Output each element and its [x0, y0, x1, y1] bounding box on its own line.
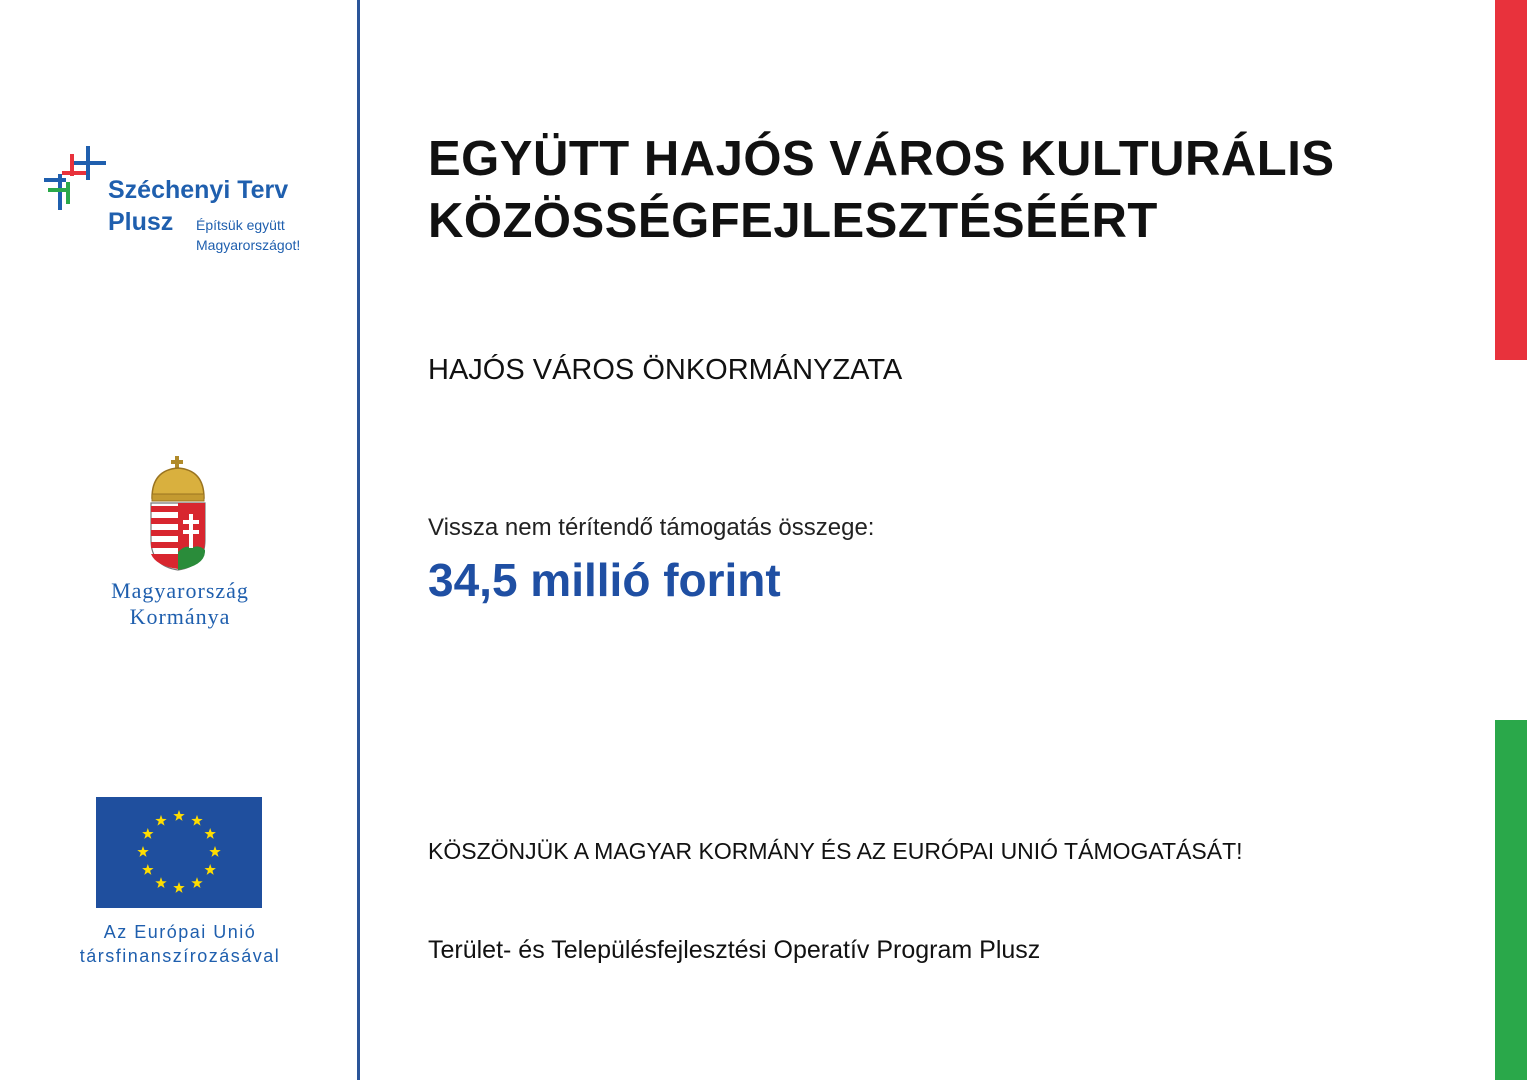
eu-star-icon	[155, 815, 166, 826]
grant-label: Vissza nem térítendő támogatás összege:	[428, 514, 875, 541]
szechenyi-name: Széchenyi Terv	[108, 176, 289, 204]
hungarian-crest-icon	[146, 456, 210, 572]
project-title-line-1: EGYÜTT HAJÓS VÁROS KULTURÁLIS	[428, 132, 1335, 186]
eu-stars	[96, 797, 262, 908]
thanks-text: KÖSZÖNJÜK A MAGYAR KORMÁNY ÉS AZ EURÓPAI UNIÓ TÁMOGATÁSÁT!	[428, 838, 1243, 864]
szechenyi-logo	[40, 140, 340, 260]
government-name-line-2: Kormánya	[129, 604, 231, 629]
eu-cofinancing-text	[40, 920, 320, 968]
government-name-line-1: Magyarország	[111, 578, 249, 603]
szechenyi-tagline-2: Magyarországot!	[196, 237, 301, 253]
szechenyi-cross-icon	[40, 140, 110, 215]
beneficiary-name: HAJÓS VÁROS ÖNKORMÁNYZATA	[428, 354, 903, 386]
eu-star-icon	[191, 877, 202, 888]
szechenyi-tagline-1: Építsük együtt	[196, 217, 285, 233]
eu-star-icon	[142, 864, 153, 875]
eu-star-icon	[173, 810, 184, 821]
eu-star-icon	[173, 882, 184, 893]
project-title-line-2: KÖZÖSSÉGFEJLESZTÉSÉÉRT	[428, 194, 1158, 248]
project-title	[428, 128, 1468, 252]
eu-flag-icon	[96, 797, 262, 908]
eu-star-icon	[142, 828, 153, 839]
grant-amount: 34,5 millió forint	[428, 554, 781, 606]
szechenyi-plus: Plusz	[108, 208, 174, 236]
government-name	[40, 578, 320, 630]
flag-stripe-green	[1495, 720, 1527, 1080]
eu-star-icon	[204, 828, 215, 839]
eu-star-icon	[155, 877, 166, 888]
program-name: Terület- és Településfejlesztési Operatív Program Plusz	[428, 936, 1041, 964]
eu-star-icon	[209, 846, 220, 857]
eu-text-line-2: társfinanszírozásával	[79, 946, 281, 966]
flag-stripe-red	[1495, 0, 1527, 360]
vertical-divider	[357, 0, 360, 1080]
eu-text-line-1: Az Európai Unió	[103, 922, 257, 942]
eu-star-icon	[191, 815, 202, 826]
eu-star-icon	[137, 846, 148, 857]
eu-star-icon	[204, 864, 215, 875]
